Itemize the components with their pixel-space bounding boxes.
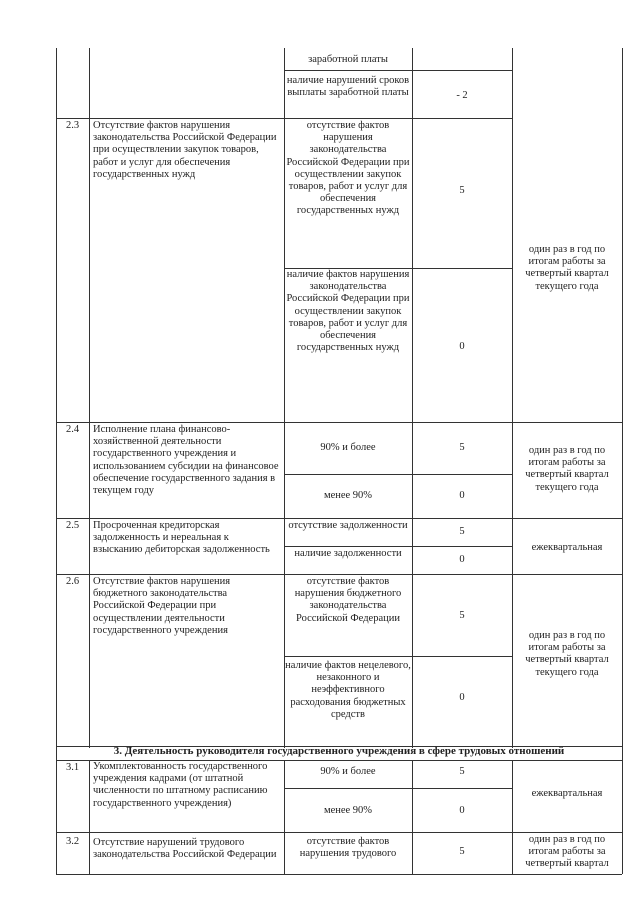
criterion-text: наличие фактов нецелевого, незаконного и неэффективного расходования бюджетных средств	[285, 660, 411, 720]
criterion-separator	[284, 546, 512, 547]
row-periodicity: ежеквартальная	[531, 542, 603, 553]
criterion-text: менее 90%	[323, 490, 373, 501]
row-indicator: Укомплектованность государственного учреждения кадрами (от штатной численности по штатному расписанию государственного учреждения)	[93, 761, 268, 809]
criterion-separator	[284, 788, 512, 789]
criterion-text: наличие задолженности	[294, 548, 402, 559]
criterion-separator	[284, 656, 512, 657]
row-indicator: Отсутствие нарушений трудового законодательства Российской Федерации	[93, 837, 277, 861]
criterion-text: наличие нарушений сроков выплаты заработной платы	[286, 75, 410, 99]
row-number: 2.4	[65, 424, 80, 435]
criterion-text: отсутствие фактов нарушения бюджетного законодательства Российской Федерации	[294, 576, 402, 624]
criterion-points: 5	[459, 442, 465, 453]
criterion-points: 5	[459, 526, 465, 537]
row-number: 2.3	[65, 120, 80, 131]
criterion-text: 90% и более	[320, 442, 376, 453]
criterion-text: заработной платы	[308, 54, 388, 65]
row-separator	[56, 832, 622, 833]
row-number: 2.5	[65, 520, 80, 531]
criterion-points: 5	[459, 610, 465, 621]
criterion-text: менее 90%	[323, 805, 373, 816]
row-periodicity: один раз в год по итогам работы за четвертый квартал	[525, 834, 609, 870]
criterion-points: 5	[459, 846, 465, 857]
criterion-points: 0	[459, 692, 465, 703]
criterion-points: 5	[459, 766, 465, 777]
row-periodicity: один раз в год по итогам работы за четвертый квартал текущего года	[525, 630, 609, 678]
criterion-points: 5	[459, 185, 465, 196]
criterion-separator	[284, 70, 512, 71]
row-number: 2.6	[65, 576, 80, 587]
row-periodicity: один раз в год по итогам работы за четвертый квартал текущего года	[525, 445, 609, 493]
row-indicator: Отсутствие фактов нарушения бюджетного законодательства Российской Федерации при осуществлении деятельности государственного учреждения	[93, 576, 231, 636]
criterion-text: отсутствие фактов нарушения трудового	[299, 836, 397, 860]
row-indicator: Просроченная кредиторская задолженность и нереальная к взысканию дебиторская задолженность	[93, 520, 270, 556]
criterion-points: 0	[459, 341, 465, 352]
row-periodicity: один раз в год по итогам работы за четвертый квартал текущего года	[525, 244, 609, 292]
section-title: 3. Деятельность руководителя государственного учреждения в сфере трудовых отношений	[113, 745, 565, 757]
criterion-text: отсутствие задолженности	[288, 520, 408, 531]
row-periodicity: ежеквартальная	[531, 788, 603, 799]
row-number: 3.2	[65, 836, 80, 847]
row-indicator: Исполнение плана финансово-хозяйственной деятельности государственного учреждения и использованием субсидии на финансовое обеспечение государственного задания в текущем году	[93, 424, 279, 497]
row-indicator: Отсутствие фактов нарушения законодательства Российской Федерации при осуществлении закупок товаров, работ и услуг для обеспечения государственных нужд	[93, 120, 277, 180]
col-sep-criteria	[412, 48, 413, 748]
criterion-text: 90% и более	[320, 766, 376, 777]
table-bottom-line	[56, 874, 622, 875]
criterion-points: 0	[459, 805, 465, 816]
table-border-right	[622, 48, 623, 874]
criterion-points: - 2	[456, 90, 468, 101]
criterion-points: 0	[459, 554, 465, 565]
row-number: 3.1	[65, 762, 80, 773]
criterion-separator	[284, 474, 512, 475]
criterion-text: отсутствие фактов нарушения законодательства Российской Федерации при осуществлении закупок товаров, работ и услуг для обеспечения государственных нужд	[286, 120, 410, 217]
criterion-points: 0	[459, 490, 465, 501]
criterion-text: наличие фактов нарушения законодательства Российской Федерации при осуществлении закупок товаров, работ и услуг для обеспечения государственных нужд	[286, 269, 410, 354]
